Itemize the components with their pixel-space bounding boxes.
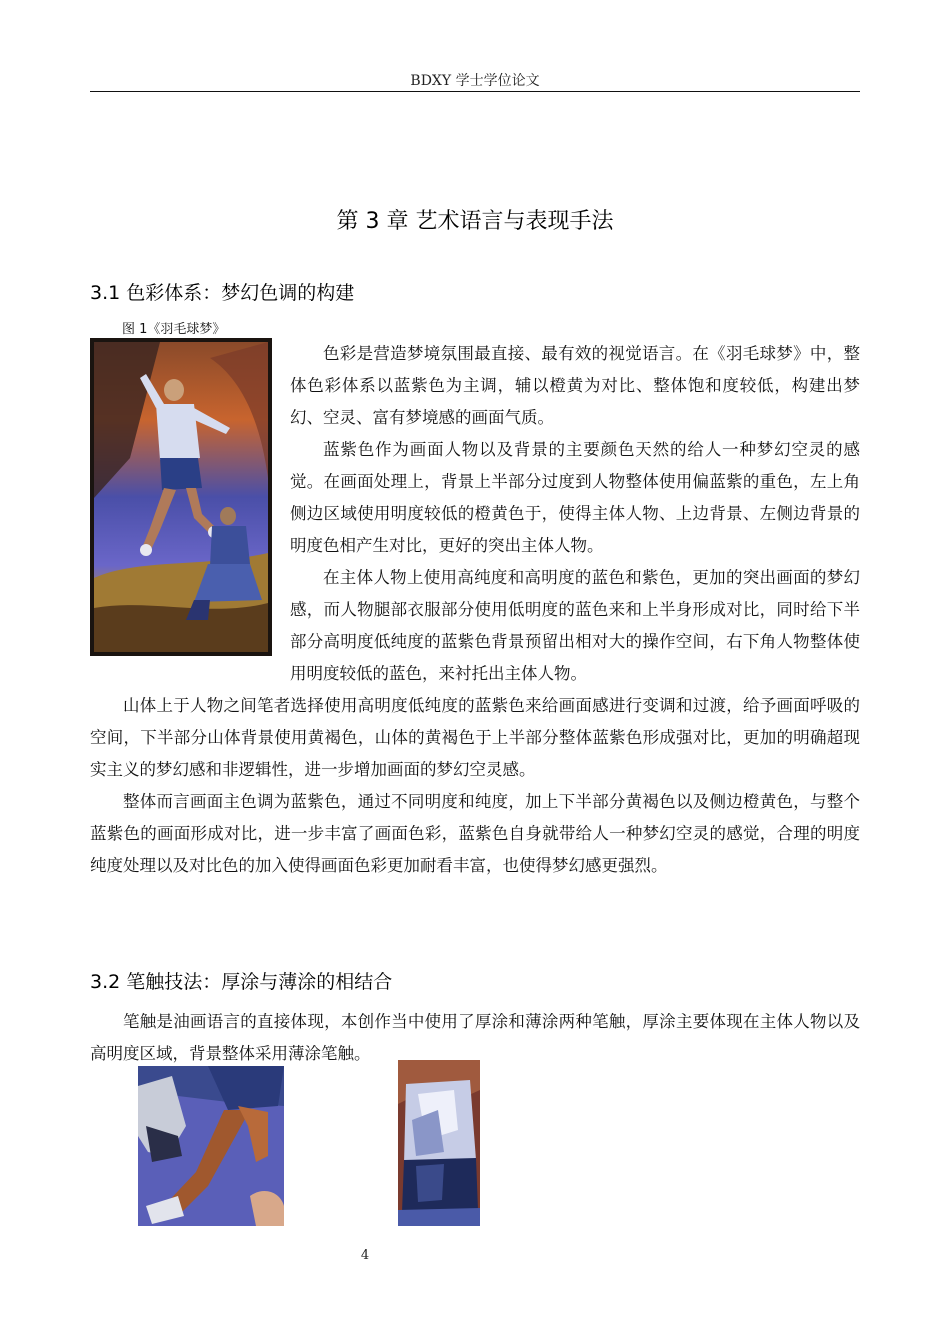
paragraph: 色彩是营造梦境氛围最直接、最有效的视觉语言。在《羽毛球梦》中，整体色彩体系以蓝紫色为主调，辅以橙黄为对比、整体饱和度较低，构建出梦幻、空灵、富有梦境感的画面气质。 xyxy=(290,344,860,427)
section-heading-3-1: 3.1 色彩体系：梦幻色调的构建 xyxy=(90,282,355,304)
brushwork-detail-legs-image xyxy=(138,1066,284,1226)
header-rule xyxy=(90,91,860,92)
paragraph: 整体而言画面主色调为蓝紫色，通过不同明度和纯度，加上下半部分黄褐色以及侧边橙黄色，与整个蓝紫色的画面形成对比，进一步丰富了画面色彩，蓝紫色自身就带给人一种梦幻空灵的感觉，合理的明度纯度处理以及对比色的加入使得画面色彩更加耐看丰富，也使得梦幻感更强烈。 xyxy=(90,792,860,875)
paragraph: 山体上于人物之间笔者选择使用高明度低纯度的蓝紫色来给画面感进行变调和过渡，给予画面呼吸的空间，下半部分山体背景使用黄褐色，山体的黄褐色于上半部分整体蓝紫色形成强对比，更加的明确超现实主义的梦幻感和非逻辑性，进一步增加画面的梦幻空灵感。 xyxy=(90,696,860,779)
brushwork-detail-shirt-image xyxy=(398,1060,480,1226)
detail-image-legs xyxy=(138,1066,284,1231)
running-header: BDXY 学士学位论文 xyxy=(410,73,540,89)
figure-caption: 图 1《羽毛球梦》 xyxy=(122,322,226,337)
section-heading-3-2: 3.2 笔触技法：厚涂与薄涂的相结合 xyxy=(90,971,393,993)
page-number: 4 xyxy=(360,1248,370,1263)
painting-figure-1 xyxy=(90,338,280,666)
paragraph: 蓝紫色作为画面人物以及背景的主要颜色天然的给人一种梦幻空灵的感觉。在画面处理上，背景上半部分过度到人物整体使用偏蓝紫的重色，左上角侧边区域使用明度较低的橙黄色于，使得主体人物、上边背景、左侧边背景的明度色相产生对比，更好的突出主体人物。 xyxy=(290,440,860,555)
chapter-title: 第 3 章 艺术语言与表现手法 xyxy=(336,209,614,234)
paragraph: 笔触是油画语言的直接体现，本创作当中使用了厚涂和薄涂两种笔触，厚涂主要体现在主体人物以及高明度区域，背景整体采用薄涂笔触。 xyxy=(90,1012,860,1063)
detail-image-shirt xyxy=(398,1060,480,1231)
section-3-1-body xyxy=(90,338,860,882)
paragraph: 在主体人物上使用高纯度和高明度的蓝色和紫色，更加的突出画面的梦幻感，而人物腿部衣服部分使用低明度的蓝色来和上半身形成对比，同时给下半部分高明度低纯度的蓝紫色背景预留出相对大的操作空间，右下角人物整体使用明度较低的蓝色，来衬托出主体人物。 xyxy=(290,568,860,683)
painting-badminton-dream-image xyxy=(90,338,272,656)
